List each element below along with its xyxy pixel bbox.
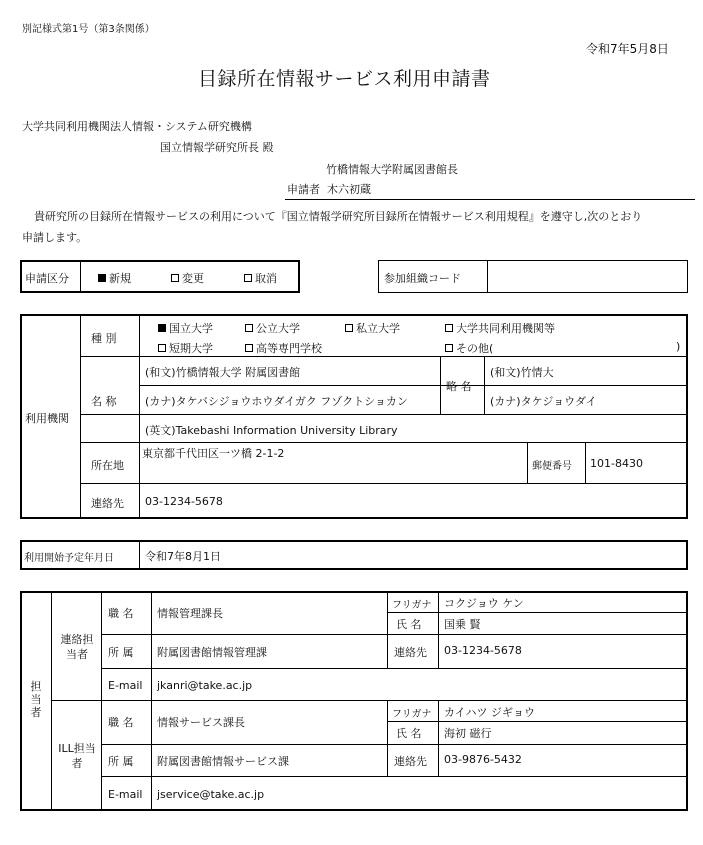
address-value[interactable]: 東京都千代田区一ツ橋 2-1-2 bbox=[142, 447, 285, 460]
applicant-org: 竹橋情報大学附属図書館長 bbox=[326, 163, 458, 176]
staff-1-furigana-label: フリガナ bbox=[392, 709, 432, 720]
start-date-box bbox=[20, 540, 688, 570]
type-option-public[interactable]: 公立大学 bbox=[245, 320, 300, 336]
checkbox-empty-icon bbox=[244, 274, 252, 282]
type-other-close: ) bbox=[676, 340, 681, 353]
checkbox-checked-icon bbox=[158, 324, 166, 332]
signature-line bbox=[285, 199, 695, 200]
abbr-kana[interactable]: (カナ)タケジョウダイ bbox=[490, 395, 597, 408]
type-option-junior-college[interactable]: 短期大学 bbox=[158, 340, 213, 356]
type-option-technical-college[interactable]: 高等専門学校 bbox=[245, 340, 322, 356]
staff-1-post[interactable]: 情報サービス課長 bbox=[157, 716, 245, 729]
checkbox-empty-icon bbox=[445, 344, 453, 352]
name-kana[interactable]: (カナ)タケバシジョウホウダイガク フゾクトショカン bbox=[145, 395, 408, 408]
checkbox-checked-icon bbox=[98, 274, 106, 282]
postal-label: 郵便番号 bbox=[532, 461, 572, 472]
type-option-national[interactable]: 国立大学 bbox=[158, 320, 213, 336]
staff-1-name[interactable]: 海初 磁行 bbox=[444, 727, 492, 740]
addressee-org: 大学共同利用機関法人情報・システム研究機構 bbox=[22, 120, 252, 133]
name-label: 名 称 bbox=[91, 395, 117, 408]
postal-value[interactable]: 101-8430 bbox=[590, 457, 643, 470]
checkbox-empty-icon bbox=[171, 274, 179, 282]
intro-line-1: 貴研究所の目録所在情報サービスの利用について『国立情報学研究所目録所在情報サービス利用規程』を遵守し,次のとおり bbox=[34, 210, 643, 223]
checkbox-empty-icon bbox=[445, 324, 453, 332]
staff-1-email[interactable]: jservice@take.ac.jp bbox=[157, 788, 265, 801]
staff-0-name[interactable]: 国乗 賢 bbox=[444, 618, 481, 631]
application-option-change[interactable]: 変更 bbox=[171, 270, 204, 286]
form-label: 別記様式第1号（第3条関係） bbox=[22, 24, 155, 35]
application-option-new[interactable]: 新規 bbox=[98, 270, 131, 286]
staff-1-contact-label: 連絡先 bbox=[394, 755, 427, 768]
checkbox-empty-icon bbox=[345, 324, 353, 332]
contact-label: 連絡先 bbox=[91, 497, 124, 510]
staff-1-dept[interactable]: 附属図書館情報サービス課 bbox=[157, 755, 289, 768]
applicant-name: 木六初蔵 bbox=[327, 183, 371, 196]
type-option-interuniversity[interactable]: 大学共同利用機関等 bbox=[445, 320, 555, 336]
addressee-person: 国立情報学研究所長 殿 bbox=[160, 141, 274, 154]
staff-0-dept[interactable]: 附属図書館情報管理課 bbox=[157, 646, 267, 659]
staff-0-contact-label: 連絡先 bbox=[394, 646, 427, 659]
org-code-label: 参加組織コード bbox=[384, 272, 461, 285]
contact-value[interactable]: 03-1234-5678 bbox=[145, 495, 223, 508]
applicant-label: 申請者 bbox=[287, 183, 320, 196]
staff-0-furigana-label: フリガナ bbox=[392, 600, 432, 611]
staff-0-post-label: 職 名 bbox=[108, 607, 134, 620]
staff-table bbox=[20, 591, 688, 811]
staff-role-ill: ILL担当者 bbox=[58, 742, 96, 770]
staff-0-furigana[interactable]: コクジョウ ケン bbox=[444, 597, 524, 610]
date: 令和7年5月8日 bbox=[586, 42, 669, 56]
staff-1-contact[interactable]: 03-9876-5432 bbox=[444, 753, 522, 766]
abbr-japanese[interactable]: (和文)竹情大 bbox=[490, 366, 554, 379]
application-option-cancel[interactable]: 取消 bbox=[244, 270, 277, 286]
address-label: 所在地 bbox=[91, 459, 124, 472]
staff-0-dept-label: 所 属 bbox=[108, 646, 134, 659]
staff-0-email-label: E-mail bbox=[108, 679, 143, 692]
staff-1-name-label: 氏 名 bbox=[396, 727, 422, 740]
staff-section-label: 担 当 者 bbox=[30, 680, 42, 719]
intro-line-2: 申請します。 bbox=[22, 231, 88, 244]
name-english[interactable]: (英文)Takebashi Information University Library bbox=[145, 424, 398, 437]
start-date-label: 利用開始予定年月日 bbox=[24, 553, 114, 564]
staff-1-dept-label: 所 属 bbox=[108, 755, 134, 768]
page-title: 目録所在情報サービス利用申請書 bbox=[198, 68, 491, 90]
application-type-label: 申請区分 bbox=[25, 272, 69, 285]
type-option-private[interactable]: 私立大学 bbox=[345, 320, 400, 336]
staff-role-contact: 連絡担当者 bbox=[60, 633, 94, 661]
staff-0-contact[interactable]: 03-1234-5678 bbox=[444, 644, 522, 657]
checkbox-empty-icon bbox=[158, 344, 166, 352]
staff-1-furigana[interactable]: カイハツ ジギョウ bbox=[444, 706, 535, 719]
type-option-other[interactable]: その他( bbox=[445, 340, 493, 356]
checkbox-empty-icon bbox=[245, 344, 253, 352]
checkbox-empty-icon bbox=[245, 324, 253, 332]
staff-0-name-label: 氏 名 bbox=[396, 618, 422, 631]
abbr-label: 略 名 bbox=[446, 380, 472, 393]
start-date-value[interactable]: 令和7年8月1日 bbox=[145, 550, 221, 563]
staff-1-post-label: 職 名 bbox=[108, 716, 134, 729]
staff-0-post[interactable]: 情報管理課長 bbox=[157, 607, 223, 620]
type-label: 種 別 bbox=[91, 332, 117, 345]
name-japanese[interactable]: (和文)竹橋情報大学 附属図書館 bbox=[145, 366, 301, 379]
staff-0-email[interactable]: jkanri@take.ac.jp bbox=[157, 679, 253, 692]
institution-table bbox=[20, 314, 688, 519]
institution-section-label: 利用機関 bbox=[25, 412, 69, 425]
staff-1-email-label: E-mail bbox=[108, 788, 143, 801]
